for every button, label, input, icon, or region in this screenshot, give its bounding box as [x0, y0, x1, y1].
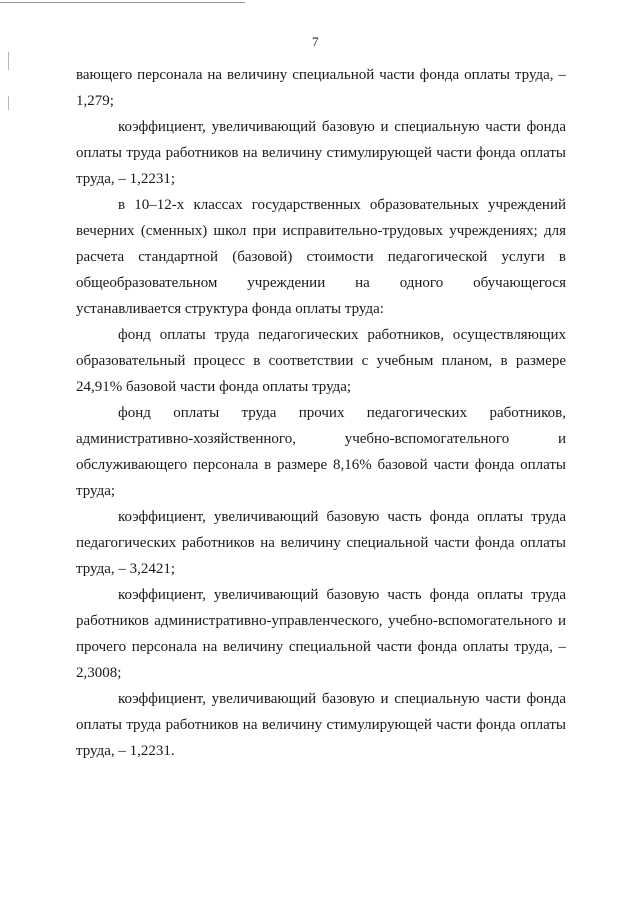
document-body — [76, 62, 566, 764]
paragraph: фонд оплаты труда прочих педагогических работников, административно-хозяйственного, учебно-вспомогательного и обслуживающего персонала в размере 8,16% базовой части фонда оплаты труда; — [76, 405, 566, 499]
scan-edge-line — [0, 2, 245, 3]
paragraph: коэффициент, увеличивающий базовую часть фонда оплаты труда педагогических работников на величину специальной части фонда оплаты труда, – 3,2421; — [76, 509, 566, 577]
paragraph: коэффициент, увеличивающий базовую часть фонда оплаты труда работников административно-управленческого, учебно-вспомогательного и прочего персонала на величину специальной части фонда оплаты труда, – 2,3008; — [76, 587, 566, 681]
paragraph: коэффициент, увеличивающий базовую и специальную части фонда оплаты труда работников на величину стимулирующей части фонда оплаты труда, – 1,2231; — [76, 119, 566, 187]
scan-edge-mark — [8, 52, 9, 70]
page-number: 7 — [312, 34, 319, 49]
paragraph: вающего персонала на величину специальной части фонда оплаты труда, – 1,279; — [76, 67, 566, 109]
paragraph: фонд оплаты труда педагогических работников, осуществляющих образовательный процесс в соответствии с учебным планом, в размере 24,91% базовой части фонда оплаты труда; — [76, 327, 566, 395]
paragraph: в 10–12-х классах государственных образовательных учреждений вечерних (сменных) школ при исправительно-трудовых учреждениях; для расчета стандартной (базовой) стоимости педагогической услуги в общеобразовательном учреждении на одного обучающегося устанавливается структура фонда оплаты труда: — [76, 197, 566, 317]
paragraph: коэффициент, увеличивающий базовую и специальную части фонда оплаты труда работников на величину стимулирующей части фонда оплаты труда, – 1,2231. — [76, 691, 566, 759]
scan-edge-mark — [8, 96, 9, 110]
